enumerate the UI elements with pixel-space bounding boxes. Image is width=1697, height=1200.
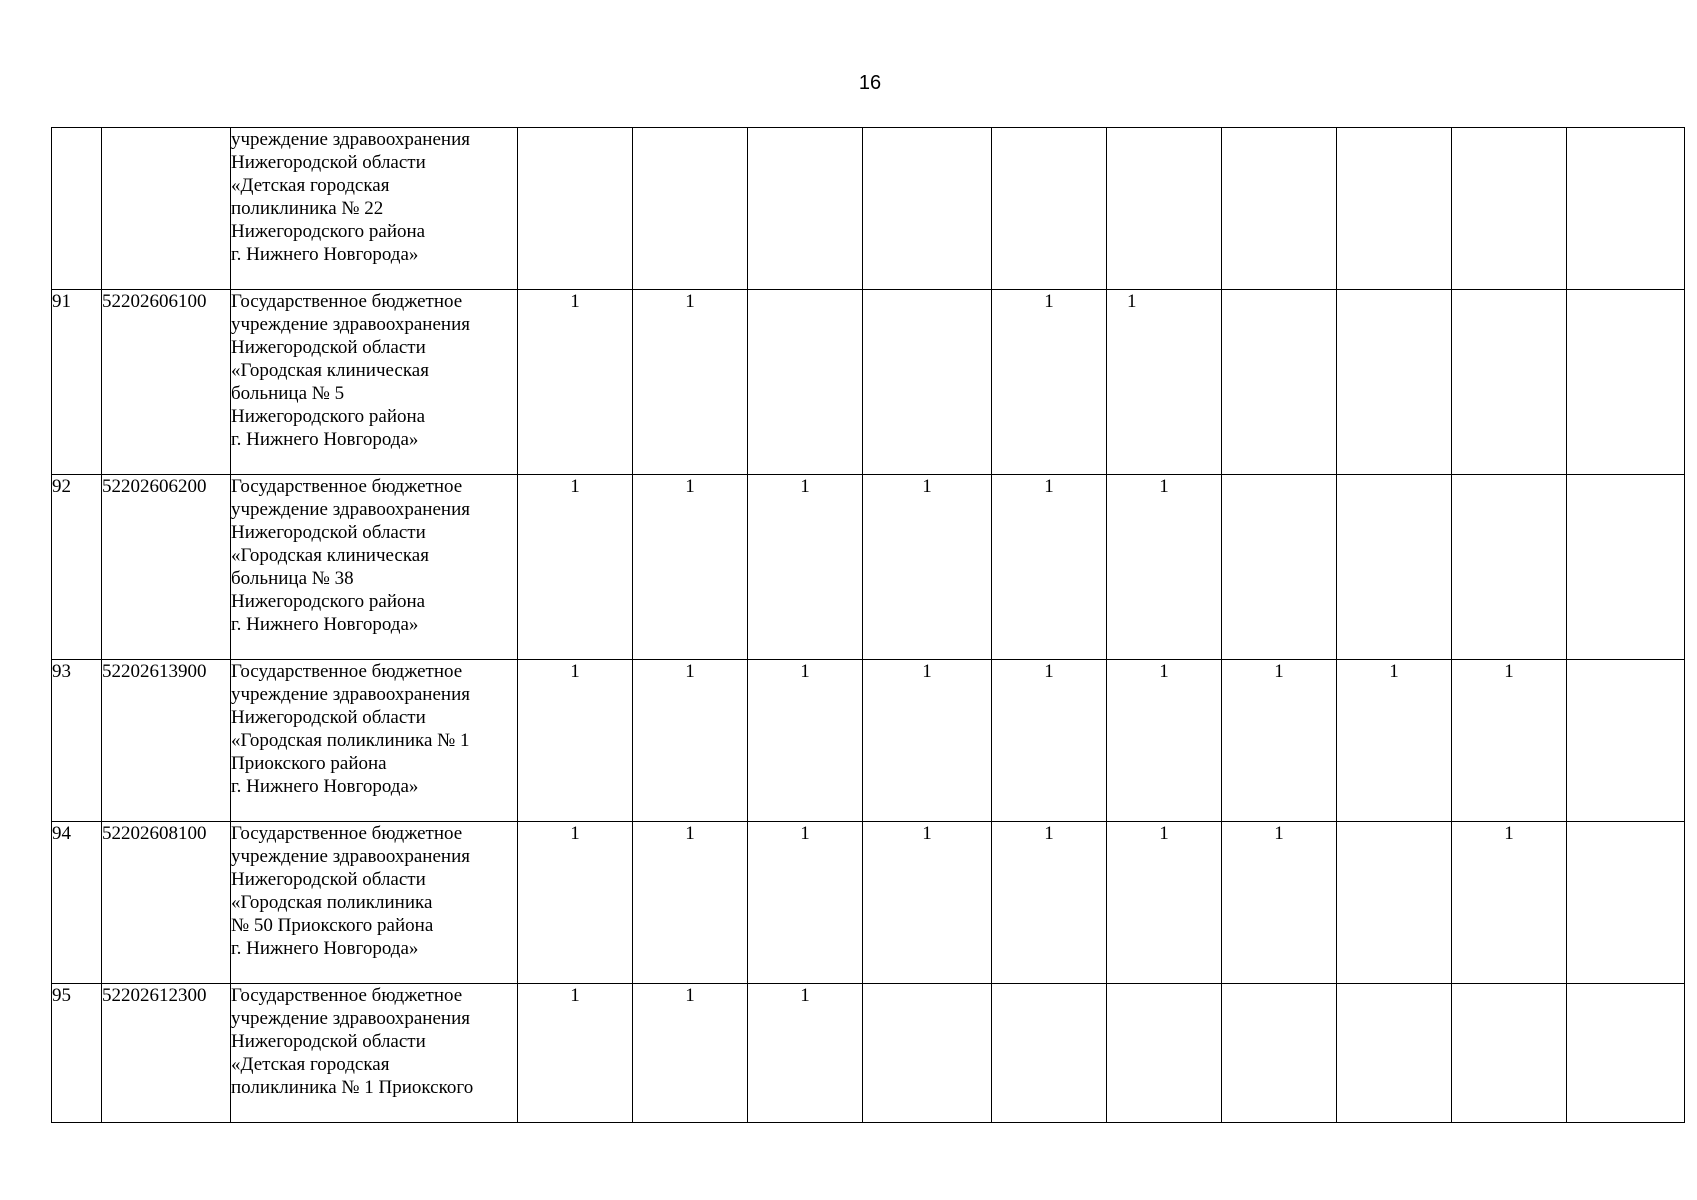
- row-number: 92: [52, 475, 102, 660]
- row-value: 1: [1452, 822, 1567, 984]
- table-row: [52, 128, 1685, 290]
- table-row: [52, 660, 1685, 822]
- row-value: 1: [748, 475, 863, 660]
- row-value: 1: [992, 660, 1107, 822]
- row-code: [102, 128, 231, 290]
- row-value: 1: [633, 290, 748, 475]
- row-value: 1: [633, 660, 748, 822]
- row-value: [1107, 128, 1222, 290]
- row-value: 1: [1107, 290, 1222, 475]
- row-value: 1: [518, 984, 633, 1123]
- row-value: 1: [1452, 660, 1567, 822]
- row-value: [1337, 290, 1452, 475]
- row-value: 1: [518, 290, 633, 475]
- row-value: [1452, 475, 1567, 660]
- row-value: [1107, 984, 1222, 1123]
- organizations-table: [51, 127, 1685, 1123]
- row-value: 1: [748, 822, 863, 984]
- row-value: 1: [1107, 660, 1222, 822]
- row-value: 1: [518, 822, 633, 984]
- row-value: [748, 128, 863, 290]
- row-value: 1: [863, 660, 992, 822]
- row-value: 1: [863, 822, 992, 984]
- row-value: 1: [992, 475, 1107, 660]
- row-value: 1: [1222, 822, 1337, 984]
- row-value: [992, 984, 1107, 1123]
- row-value: [1567, 290, 1685, 475]
- row-code: 52202606100: [102, 290, 231, 475]
- row-value: [1452, 984, 1567, 1123]
- row-value: [1222, 984, 1337, 1123]
- row-code: 52202606200: [102, 475, 231, 660]
- row-value: [518, 128, 633, 290]
- row-number: 93: [52, 660, 102, 822]
- row-value: [748, 290, 863, 475]
- row-value: [863, 128, 992, 290]
- row-value: [1337, 984, 1452, 1123]
- row-value: 1: [748, 984, 863, 1123]
- row-value: 1: [1107, 822, 1222, 984]
- row-value: [633, 128, 748, 290]
- row-organization-name: Государственное бюджетное учреждение здравоохранения Нижегородской области «Городская клиническая больница № 5 Нижегородского района г. Нижнего Новгорода»: [231, 290, 518, 475]
- row-value: [992, 128, 1107, 290]
- row-value: 1: [633, 475, 748, 660]
- row-number: 94: [52, 822, 102, 984]
- row-value: [1222, 128, 1337, 290]
- row-code: 52202612300: [102, 984, 231, 1123]
- row-value: [1567, 984, 1685, 1123]
- row-value: [1567, 660, 1685, 822]
- table-row: [52, 984, 1685, 1123]
- row-value: 1: [633, 822, 748, 984]
- table-row: [52, 822, 1685, 984]
- row-value: [1337, 822, 1452, 984]
- row-value: 1: [992, 822, 1107, 984]
- row-organization-name: Государственное бюджетное учреждение здравоохранения Нижегородской области «Городская клиническая больница № 38 Нижегородского района г. Нижнего Новгорода»: [231, 475, 518, 660]
- table-row: [52, 475, 1685, 660]
- row-value: [1452, 290, 1567, 475]
- row-organization-name: Государственное бюджетное учреждение здравоохранения Нижегородской области «Детская городская поликлиника № 1 Приокского: [231, 984, 518, 1123]
- row-organization-name: Государственное бюджетное учреждение здравоохранения Нижегородской области «Городская поликлиника № 50 Приокского района г. Нижнего Новгорода»: [231, 822, 518, 984]
- row-value: [1567, 128, 1685, 290]
- row-number: 95: [52, 984, 102, 1123]
- row-number: 91: [52, 290, 102, 475]
- row-organization-name: учреждение здравоохранения Нижегородской области «Детская городская поликлиника № 22 Нижегородского района г. Нижнего Новгорода»: [231, 128, 518, 290]
- row-value: 1: [992, 290, 1107, 475]
- row-value: [1222, 475, 1337, 660]
- table-row: [52, 290, 1685, 475]
- row-value: [1337, 128, 1452, 290]
- row-value: 1: [633, 984, 748, 1123]
- row-value: 1: [1222, 660, 1337, 822]
- row-value: 1: [748, 660, 863, 822]
- row-value: 1: [1107, 475, 1222, 660]
- row-code: 52202608100: [102, 822, 231, 984]
- row-value: 1: [518, 475, 633, 660]
- row-number: [52, 128, 102, 290]
- row-code: 52202613900: [102, 660, 231, 822]
- page-number: 16: [858, 72, 882, 94]
- row-value: [863, 290, 992, 475]
- row-value: [863, 984, 992, 1123]
- row-value: [1567, 822, 1685, 984]
- row-value: [1452, 128, 1567, 290]
- row-value: 1: [863, 475, 992, 660]
- row-value: [1337, 475, 1452, 660]
- row-value: 1: [518, 660, 633, 822]
- row-organization-name: Государственное бюджетное учреждение здравоохранения Нижегородской области «Городская поликлиника № 1 Приокского района г. Нижнего Новгорода»: [231, 660, 518, 822]
- row-value: 1: [1337, 660, 1452, 822]
- row-value: [1567, 475, 1685, 660]
- row-value: [1222, 290, 1337, 475]
